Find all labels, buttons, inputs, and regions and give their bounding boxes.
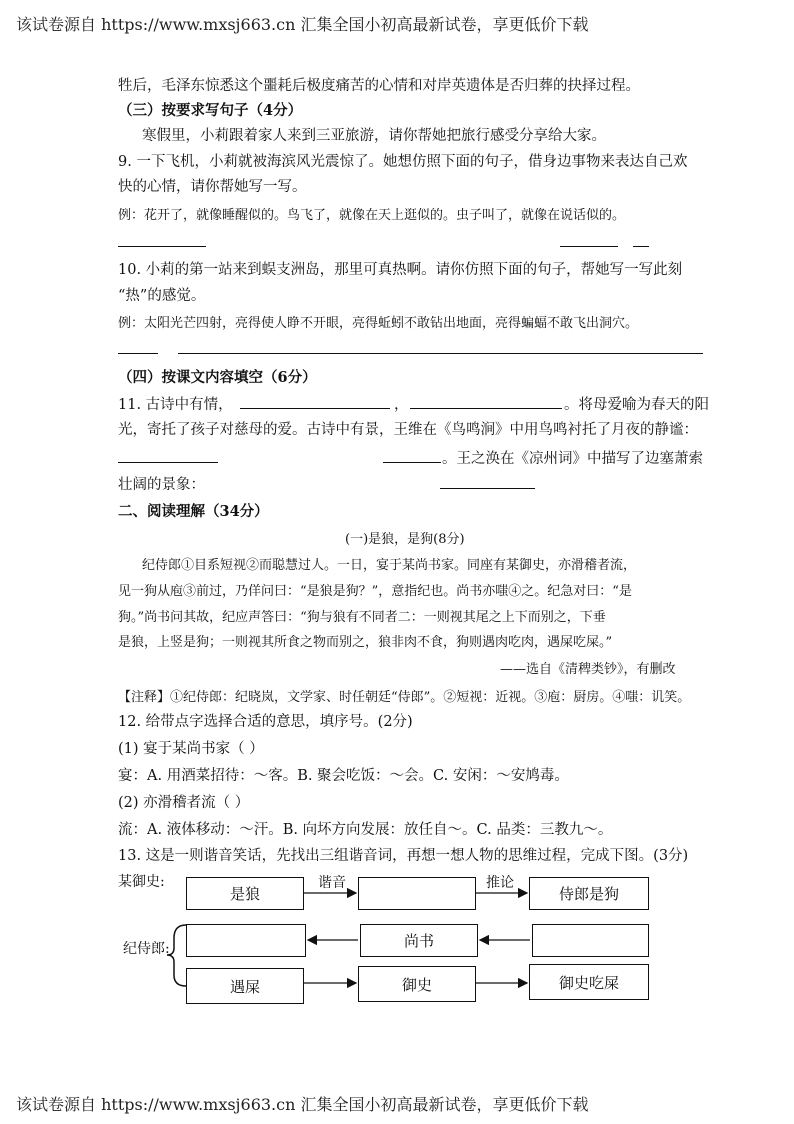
q12-2-options: 流：A. 液体移动：～汗。B. 向坏方向发展：放任自～。C. 品类：三教九～。: [118, 822, 613, 838]
passage-source: ——选自《清稗类钞》，有删改: [500, 662, 676, 677]
continued-text: 牲后，毛泽东惊悉这个噩耗后极度痛苦的心情和对岸英遗体是否归葬的抉择过程。: [118, 78, 640, 94]
reading-title: 二、阅读理解（34分）: [118, 503, 269, 520]
q10-text-2: “热”的感觉。: [118, 288, 206, 304]
page-header: 该试卷源自 https://www.mxsj663.cn 汇集全国小初高最新试卷，享更低价下载: [16, 15, 589, 34]
box-row2-col3-blank[interactable]: [532, 924, 649, 957]
box-row2-col2: 尚书: [360, 924, 478, 957]
q11-text-4: 。王之涣在《凉州词》中描写了边塞萧索: [442, 451, 703, 467]
box-row3-col2: 御史: [358, 966, 476, 1002]
arrow-label-homophone: 谐音: [318, 875, 346, 891]
box-row3-col3: 御史吃屎: [529, 964, 649, 1000]
q10-text-1: 10. 小莉的第一站来到蜈支洲岛，那里可真热啊。请你仿照下面的句子，帮她写一写此刻: [118, 262, 683, 278]
q11-text-3: 光，寄托了孩子对慈母的爱。古诗中有景，王维在《鸟鸣涧》中用鸟鸣衬托了月夜的静谧：: [118, 422, 698, 438]
passage-line-4: 是狼，上竖是狗；一则视其所食之物而别之，狼非肉不食，狗则遇肉吃肉，遇屎吃屎。”: [118, 635, 613, 650]
q12-1-options: 宴：A. 用酒菜招待：～客。B. 聚会吃饭：～会。C. 安闲：～安鸠毒。: [118, 768, 569, 784]
q12-2: (2) 亦滑稽者流（ ）: [118, 795, 250, 811]
q12-1: (1) 宴于某尚书家（ ）: [118, 741, 264, 757]
passage-title: (一)是狼，是狗(8分): [345, 532, 465, 547]
q11-text-1: 11. 古诗中有情，: [118, 397, 233, 413]
q9-text-2: 快的心情，请你帮她写一写。: [118, 179, 307, 195]
section-3-intro: 寒假里，小莉跟着家人来到三亚旅游，请你帮她把旅行感受分享给大家。: [142, 128, 606, 144]
q11-text-5: 壮阔的景象：: [118, 477, 205, 493]
label-jishilang: 纪侍郎:: [123, 941, 170, 957]
q10-example: 例：太阳光芒四射，亮得使人睁不开眼，亮得蚯蚓不敢钻出地面，亮得蝙蝠不敢飞出洞穴。: [118, 316, 639, 331]
box-row3-col1: 遇屎: [186, 968, 304, 1004]
q11-text-2: 。将母爱喻为春天的阳: [564, 397, 709, 413]
box-row1-col2-blank[interactable]: [358, 877, 476, 910]
q9-text-1: 9. 一下飞机，小莉就被海滨风光震惊了。她想仿照下面的句子，借身边事物来表达自己欢: [118, 154, 688, 170]
passage-notes: 【注释】①纪侍郎：纪晓岚，文学家、时任朝廷“侍郎”。②短视：近视。③庖：厨房。④嗤：讥笑。: [118, 690, 691, 705]
box-row1-col3: 侍郎是狗: [529, 877, 649, 910]
section-3-title: （三）按要求写句子（4分）: [118, 102, 303, 119]
box-row1-col1: 是狼: [186, 877, 304, 910]
passage-line-1: 纪侍郎①目系短视②而聪慧过人。一日，宴于某尚书家。同座有某御史，亦滑稽者流，: [142, 558, 637, 573]
q11-comma: ，: [394, 397, 409, 413]
section-4-title: （四）按课文内容填空（6分）: [118, 369, 317, 386]
q9-example: 例：花开了，就像睡醒似的。鸟飞了，就像在天上逛似的。虫子叫了，就像在说话似的。: [118, 208, 626, 223]
q12-text: 12. 给带点字选择合适的意思，填序号。(2分): [118, 714, 413, 730]
box-row2-col1-blank[interactable]: [186, 924, 306, 957]
arrow-label-inference: 推论: [486, 875, 514, 891]
passage-line-2: 见一狗从庖③前过，乃佯问曰：“是狼是狗？”，意指纪也。尚书亦嗤④之。纪急对曰：“是: [118, 584, 632, 599]
label-yushi: 某御史:: [118, 874, 165, 890]
passage-line-3: 狗。”尚书问其故，纪应声答曰：“狗与狼有不同者二：一则视其尾之上下而别之，下垂: [118, 610, 606, 625]
page-footer: 该试卷源自 https://www.mxsj663.cn 汇集全国小初高最新试卷，享更低价下载: [16, 1095, 589, 1114]
q13-text: 13. 这是一则谐音笑话，先找出三组谐音词，再想一想人物的思维过程，完成下图。(3分): [118, 848, 689, 864]
